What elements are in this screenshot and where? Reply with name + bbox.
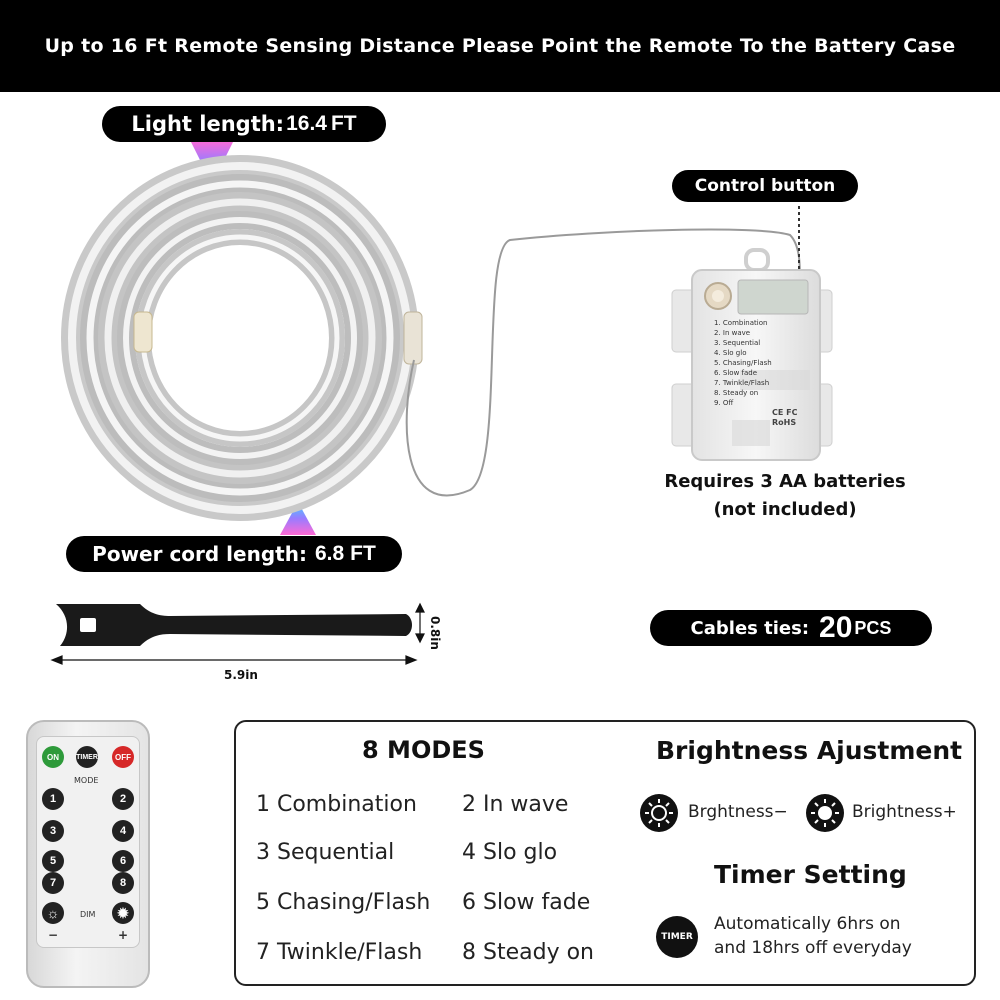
remote-off-button[interactable]: OFF	[112, 746, 134, 768]
remote-dim-down-button[interactable]: ☼	[42, 902, 64, 924]
remote-key-5[interactable]: 5	[42, 850, 64, 872]
cable-ties-value: 20	[819, 611, 853, 644]
box-mode-line: 3. Sequential	[714, 339, 761, 347]
box-mode-line: 1. Combination	[714, 319, 768, 327]
brightness-minus-icon	[640, 794, 678, 832]
remote-timer-button[interactable]: TIMER	[76, 746, 98, 768]
mode-item: 3 Sequential	[256, 840, 395, 865]
light-length-pill	[102, 106, 386, 142]
brightness-title: Brightness Ajustment	[656, 736, 963, 765]
timer-line1: Automatically 6hrs on	[714, 914, 901, 934]
brightness-minus-label: Brghtness−	[688, 802, 788, 822]
light-length-label: Light length:	[131, 112, 285, 136]
cable-ties-label: Cables ties:	[690, 617, 810, 639]
batteries-note-line1: Requires 3 AA batteries	[664, 471, 906, 492]
remote-dim-label: DIM	[80, 910, 96, 919]
timer-icon-label: TIMER	[661, 932, 693, 942]
tie-length-label: 5.9in	[224, 668, 258, 682]
mode-item: 1 Combination	[256, 792, 417, 817]
ce-fc-mark: CE FC	[772, 408, 798, 417]
rope-light-coil	[72, 166, 422, 510]
batteries-note-line2: (not included)	[713, 499, 857, 520]
certification-marks	[772, 408, 797, 428]
remote-control	[26, 720, 150, 988]
cable-ties-pill	[650, 610, 932, 646]
remote-key-3[interactable]: 3	[42, 820, 64, 842]
rohs-mark: RoHS	[772, 418, 797, 427]
modes-title: 8 MODES	[362, 736, 485, 764]
power-cord-pill	[66, 536, 402, 572]
light-length-unit: FT	[330, 112, 357, 135]
timer-line2: and 18hrs off everyday	[714, 938, 912, 958]
banner-text: Up to 16 Ft Remote Sensing Distance Please Point the Remote To the Battery Case	[44, 35, 956, 57]
power-cord-value: 6.8	[314, 542, 345, 565]
remote-on-button[interactable]: ON	[42, 746, 64, 768]
cable-tie	[56, 604, 412, 646]
brightness-plus-icon	[806, 794, 844, 832]
remote-dim-up-button[interactable]: ✹	[112, 902, 134, 924]
remote-key-4[interactable]: 4	[112, 820, 134, 842]
box-mode-line: 7. Twinkle/Flash	[714, 379, 770, 387]
remote-key-8[interactable]: 8	[112, 872, 134, 894]
battery-box-mode-list	[714, 318, 772, 408]
mode-item: 7 Twinkle/Flash	[256, 940, 423, 965]
mode-item: 4 Slo glo	[462, 840, 558, 865]
cable-ties-unit: PCS	[854, 617, 892, 638]
light-length-value: 16.4	[286, 112, 327, 135]
mode-item: 6 Slow fade	[462, 890, 591, 915]
remote-key-7[interactable]: 7	[42, 872, 64, 894]
timer-icon	[656, 916, 698, 958]
mode-item: 2 In wave	[462, 792, 569, 817]
remote-minus-label: −	[48, 928, 59, 942]
box-mode-line: 9. Off	[714, 399, 734, 407]
box-mode-line: 8. Steady on	[714, 389, 759, 397]
remote-mode-label: MODE	[74, 776, 99, 785]
batteries-note	[650, 468, 920, 524]
remote-key-1[interactable]: 1	[42, 788, 64, 810]
box-mode-line: 4. Slo glo	[714, 349, 747, 357]
remote-plus-label: +	[118, 928, 129, 942]
box-mode-line: 6. Slow fade	[714, 369, 758, 377]
power-cord-label: Power cord length:	[92, 542, 307, 566]
mode-item: 8 Steady on	[462, 940, 594, 965]
remote-key-2[interactable]: 2	[112, 788, 134, 810]
box-mode-line: 2. In wave	[714, 329, 751, 337]
mode-item: 5 Chasing/Flash	[256, 890, 431, 915]
power-cord-unit: FT	[350, 542, 376, 565]
control-button-pill	[672, 170, 858, 202]
control-button-label: Control button	[694, 176, 836, 196]
info-box	[234, 720, 976, 986]
remote-key-6[interactable]: 6	[112, 850, 134, 872]
timer-title: Timer Setting	[714, 860, 907, 889]
brightness-plus-label: Brightness+	[852, 802, 957, 822]
tie-height-label: 0.8in	[428, 616, 442, 650]
box-mode-line: 5. Chasing/Flash	[714, 359, 772, 367]
